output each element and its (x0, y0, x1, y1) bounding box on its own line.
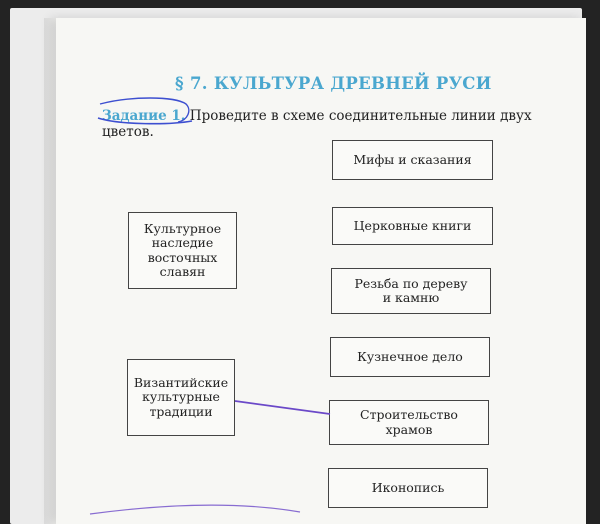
connection-line (235, 401, 330, 414)
pen-underline (98, 118, 192, 124)
box-byzantine-traditions: Византийские культурные традиции (127, 359, 235, 436)
pen-scribble (90, 505, 300, 514)
box-church-books: Церковные книги (332, 207, 493, 245)
box-temple-building: Строительство храмов (329, 400, 489, 445)
box-eastern-slavs-heritage: Культурное наследие восточных славян (128, 212, 237, 289)
task-text: Проведите в схеме соединительные линии двух цветов. (102, 108, 532, 140)
box-myths-tales: Мифы и сказания (332, 140, 493, 180)
box-blacksmithing: Кузнечное дело (330, 337, 490, 377)
box-icon-painting: Иконопись (328, 468, 488, 508)
section-heading: § 7. КУЛЬТУРА ДРЕВНЕЙ РУСИ (175, 74, 492, 93)
task-label: Задание 1. (102, 108, 186, 124)
pen-loop (100, 98, 189, 122)
box-wood-stone-carving: Резьба по дереву и камню (331, 268, 491, 314)
